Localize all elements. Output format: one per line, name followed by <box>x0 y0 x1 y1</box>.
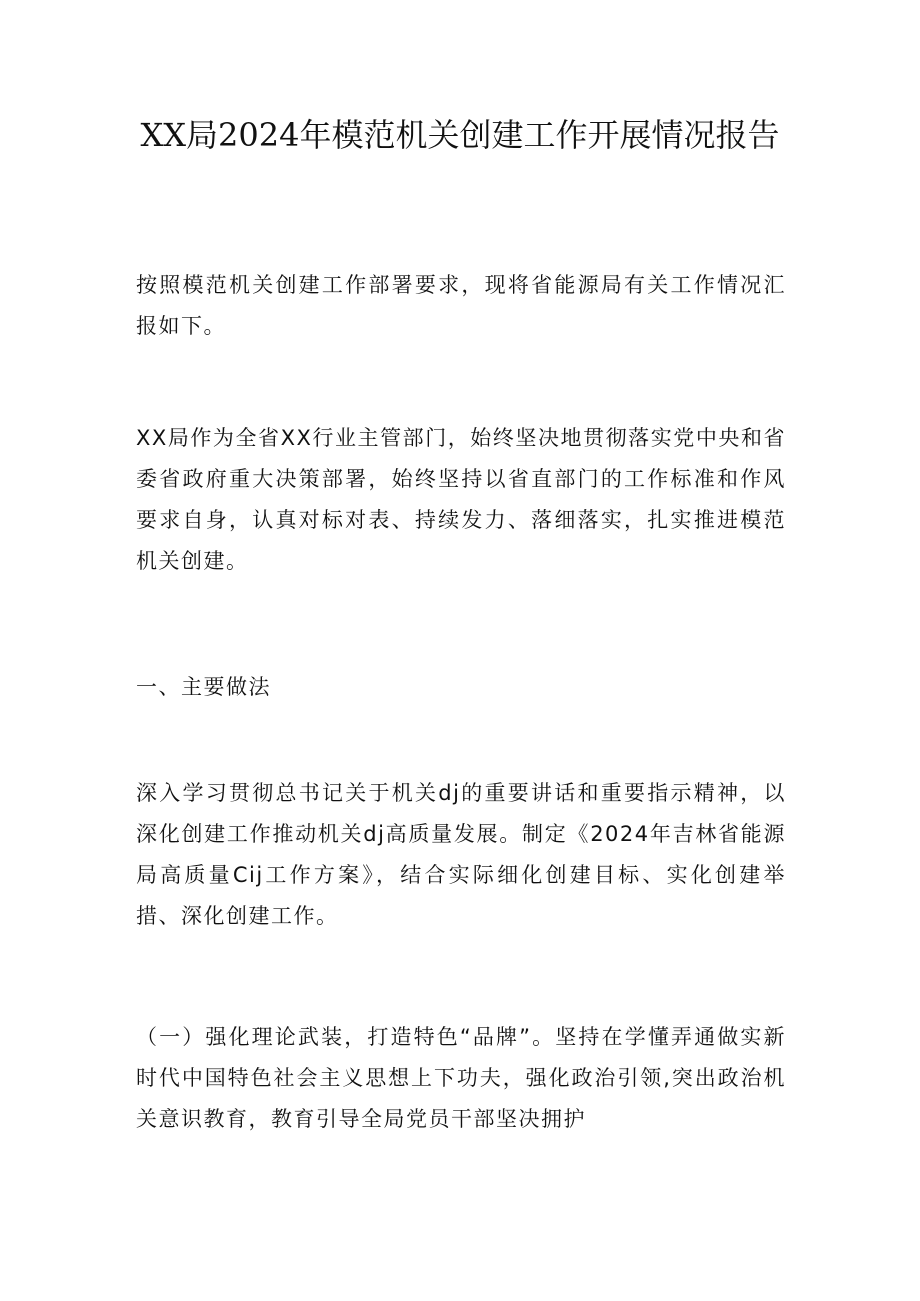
overview-paragraph: XX局作为全省XX行业主管部门，始终坚决地贯彻落实党中央和省委省政府重大决策部署，始终坚持以省直部门的工作标准和作风要求自身，认真对标对表、持续发力、落细落实，扎实推进模范机关创建。 <box>136 426 786 573</box>
item-one-paragraph: （一）强化理论武装，打造特色“品牌”。坚持在学懂弄通做实新时代中国特色社会主义思想上下功夫，强化政治引领,突出政治机关意识教育，教育引导全局党员干部坚决拥护 <box>136 1025 786 1131</box>
section-heading: 一、主要做法 <box>136 675 271 699</box>
document-title: XX局2024年模范机关创建工作开展情况报告 <box>140 116 780 154</box>
study-paragraph: 深入学习贯彻总书记关于机关dj的重要讲话和重要指示精神，以深化创建工作推动机关dj高质量发展。制定《2024年吉林省能源局高质量Cij工作方案》，结合实际细化创建目标、实化创建举措、深化创建工作。 <box>136 781 786 928</box>
intro-paragraph: 按照模范机关创建工作部署要求，现将省能源局有关工作情况汇报如下。 <box>136 273 786 338</box>
